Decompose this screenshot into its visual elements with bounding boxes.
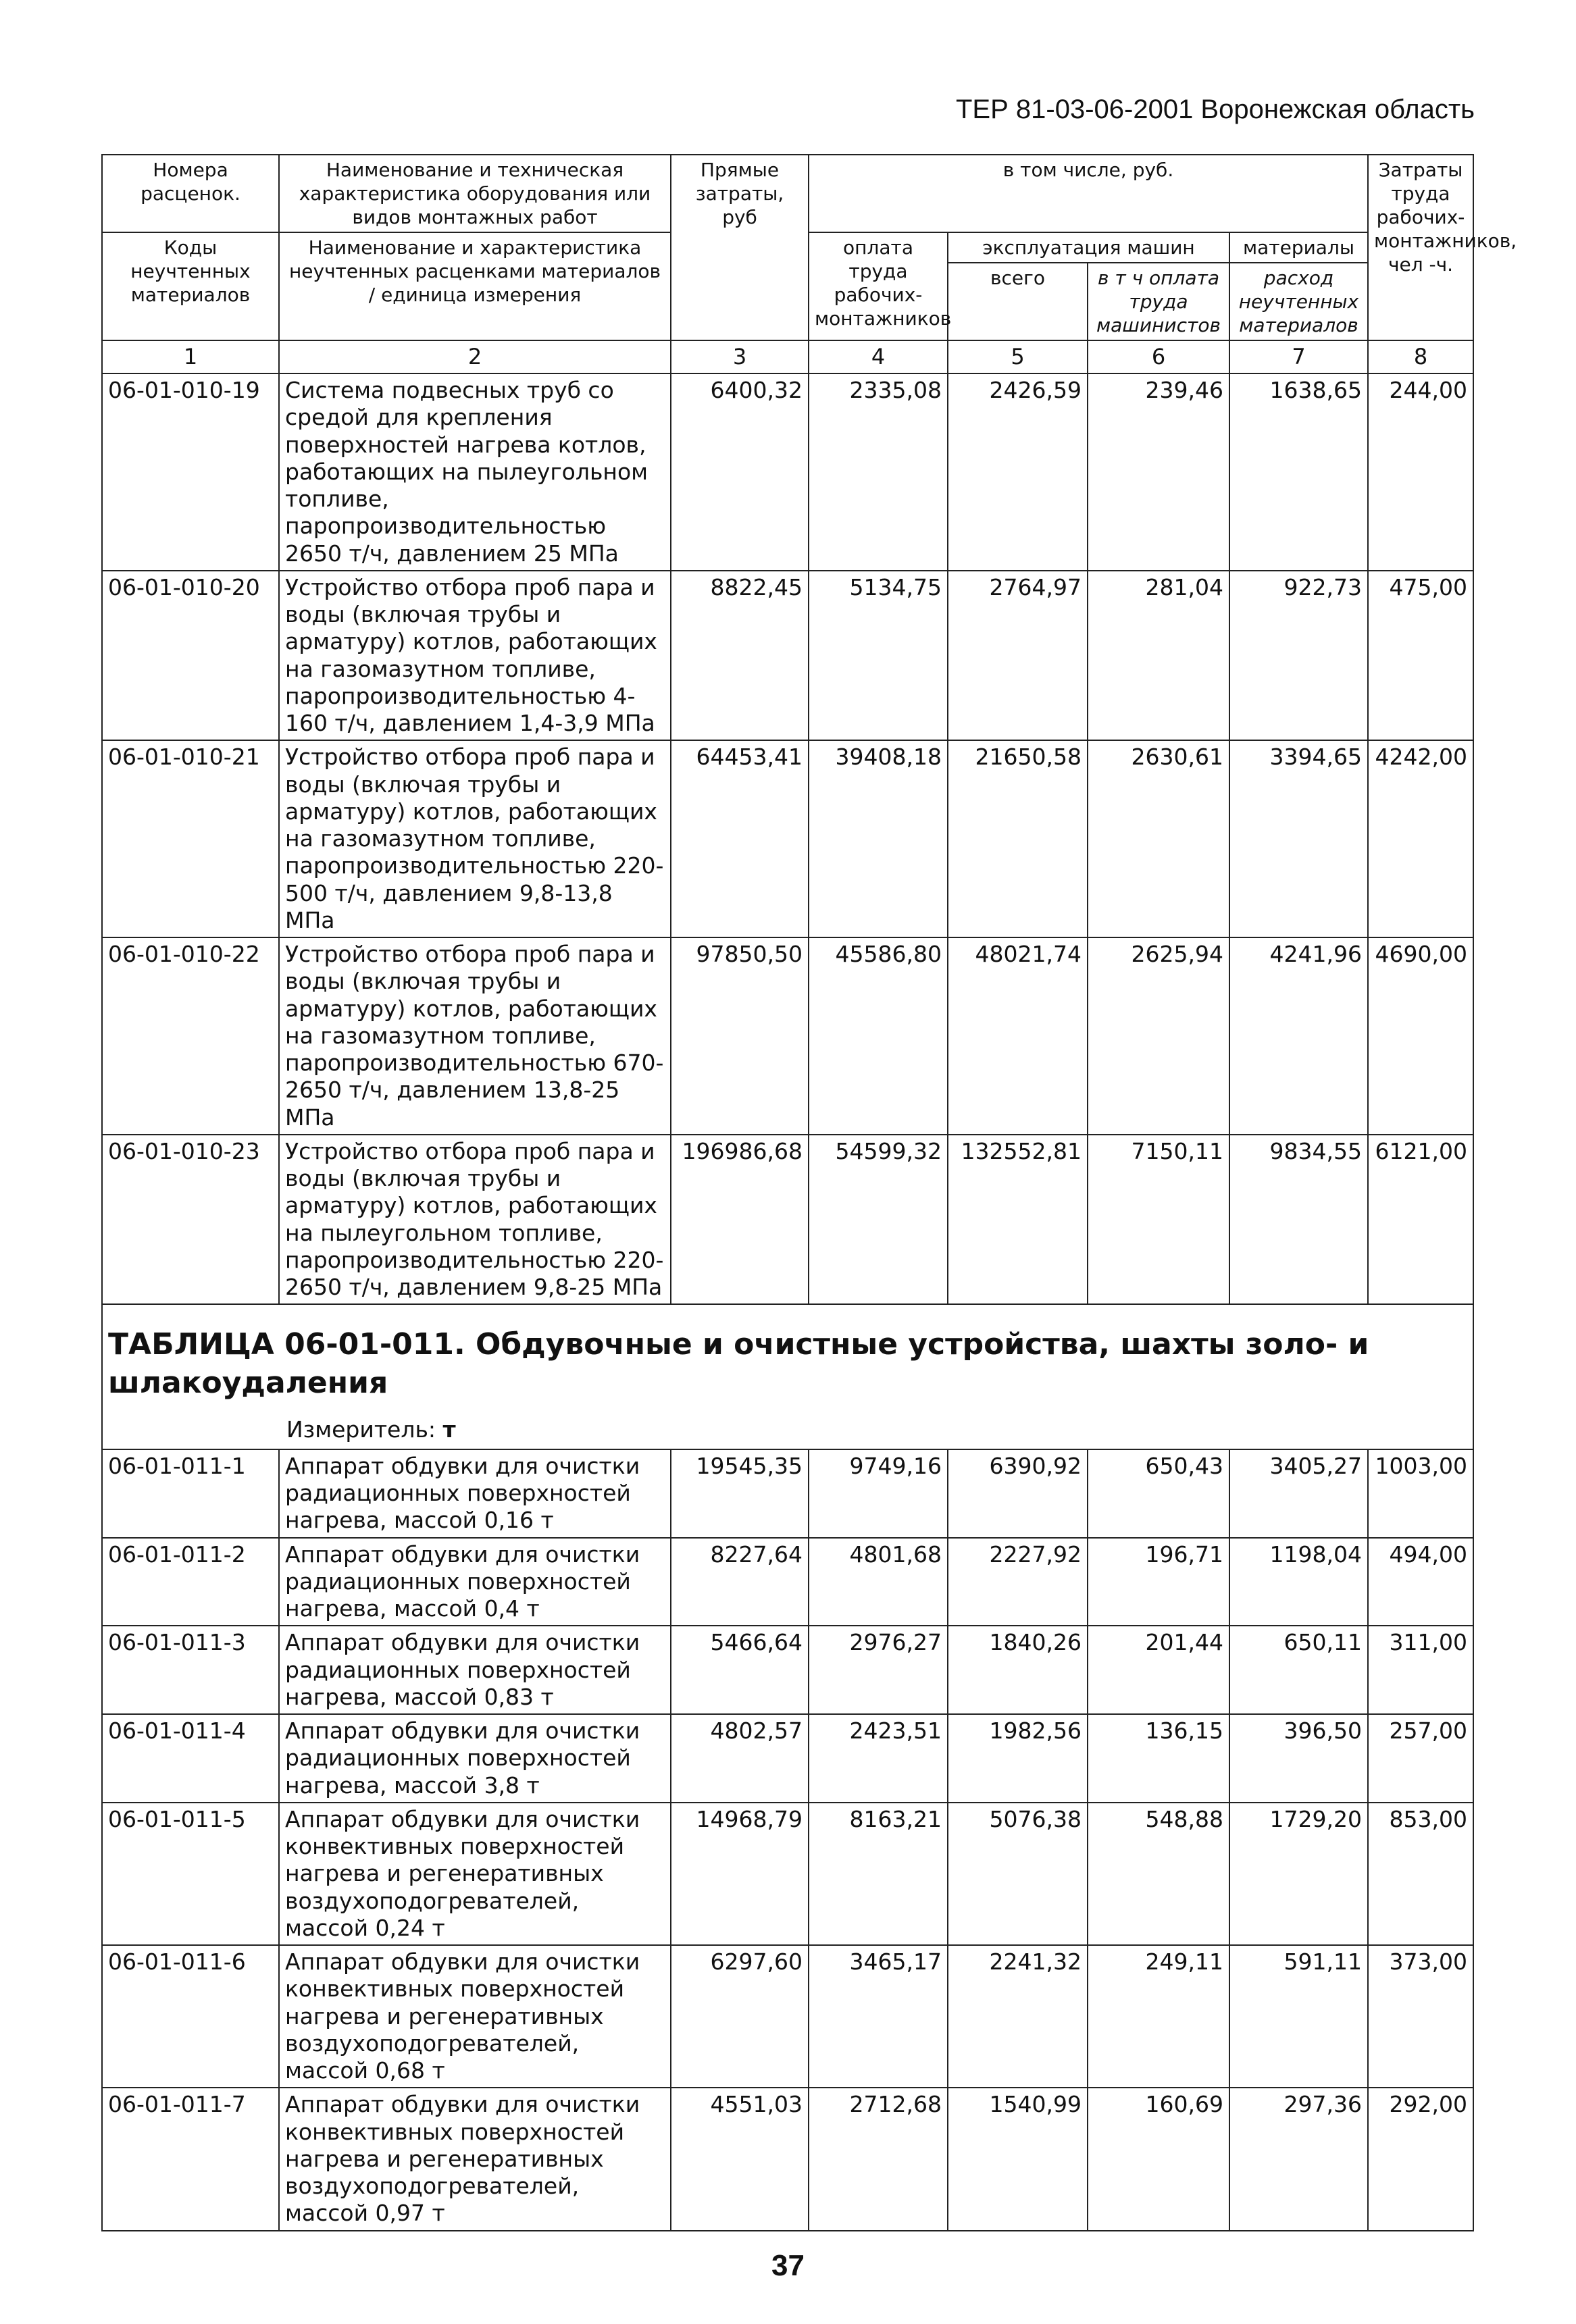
labor-hours: 6121,00: [1368, 1135, 1473, 1305]
machinist-pay: 249,11: [1088, 1945, 1229, 2088]
column-number: 5: [948, 340, 1088, 373]
table-row: [102, 1714, 1473, 1803]
header-materials: материалы: [1229, 232, 1368, 263]
machines-total: 132552,81: [948, 1135, 1088, 1305]
rate-description: Устройство отбора проб пара и воды (включая трубы и арматуру) котлов, работающих на газомазутном топливе, паропроизводительностью 220-500 т/ч, давлением 9,8-13,8 МПа: [279, 740, 671, 937]
worker-pay: 2712,68: [809, 2088, 948, 2230]
direct-costs: 8822,45: [671, 571, 809, 741]
labor-hours: 494,00: [1368, 1538, 1473, 1626]
table-row: [102, 1449, 1473, 1538]
direct-costs: 97850,50: [671, 937, 809, 1135]
machines-total: 1540,99: [948, 2088, 1088, 2230]
worker-pay: 9749,16: [809, 1449, 948, 1538]
rate-code: 06-01-010-23: [102, 1135, 279, 1305]
labor-hours: 4242,00: [1368, 740, 1473, 937]
machines-total: 1982,56: [948, 1714, 1088, 1803]
rate-description: Устройство отбора проб пара и воды (включая трубы и арматуру) котлов, работающих на газомазутном топливе, паропроизводительностью 670-2650 т/ч, давлением 13,8-25 МПа: [279, 937, 671, 1135]
machinist-pay: 2630,61: [1088, 740, 1229, 937]
rate-code: 06-01-010-22: [102, 937, 279, 1135]
direct-costs: 19545,35: [671, 1449, 809, 1538]
machines-total: 2241,32: [948, 1945, 1088, 2088]
direct-costs: 14968,79: [671, 1803, 809, 1945]
column-number: 2: [279, 340, 671, 373]
direct-costs: 4802,57: [671, 1714, 809, 1803]
materials-cost: 922,73: [1229, 571, 1368, 741]
materials-cost: 9834,55: [1229, 1135, 1368, 1305]
header-machines-total: всего: [948, 263, 1088, 340]
column-number: 8: [1368, 340, 1473, 373]
table-row: [102, 1803, 1473, 1945]
machines-total: 2764,97: [948, 571, 1088, 741]
machinist-pay: 136,15: [1088, 1714, 1229, 1803]
rate-description: Аппарат обдувки для очистки радиационных поверхностей нагрева, массой 0,4 т: [279, 1538, 671, 1626]
section-011: [102, 1304, 1473, 1449]
table-row: [102, 1945, 1473, 2088]
machines-total: 1840,26: [948, 1626, 1088, 1714]
rate-description: Система подвесных труб со средой для крепления поверхностей нагрева котлов, работающих на пылеугольном топливе, паропроизводительностью 2650 т/ч, давлением 25 МПа: [279, 373, 671, 571]
machines-total: 21650,58: [948, 740, 1088, 937]
rates-table: [101, 154, 1517, 2231]
header-machinist-pay: в т ч оплата труда машинистов: [1088, 263, 1229, 340]
table-row: [102, 740, 1473, 937]
materials-cost: 3394,65: [1229, 740, 1368, 937]
table-body-010: [102, 373, 1473, 1304]
worker-pay: 2335,08: [809, 373, 948, 571]
rate-description: Аппарат обдувки для очистки конвективных поверхностей нагрева и регенеративных воздухоподогревателей, массой 0,68 т: [279, 1945, 671, 2088]
table-row: [102, 571, 1473, 741]
rate-description: Устройство отбора проб пара и воды (включая трубы и арматуру) котлов, работающих на пылеугольном топливе, паропроизводительностью 220-2650 т/ч, давлением 9,8-25 МПа: [279, 1135, 671, 1305]
machines-total: 5076,38: [948, 1803, 1088, 1945]
rate-code: 06-01-011-4: [102, 1714, 279, 1803]
labor-hours: 4690,00: [1368, 937, 1473, 1135]
machinist-pay: 160,69: [1088, 2088, 1229, 2230]
column-number: 4: [809, 340, 948, 373]
worker-pay: 45586,80: [809, 937, 948, 1135]
column-number: 6: [1088, 340, 1229, 373]
machinist-pay: 201,44: [1088, 1626, 1229, 1714]
labor-hours: 373,00: [1368, 1945, 1473, 2088]
direct-costs: 6400,32: [671, 373, 809, 571]
direct-costs: 4551,03: [671, 2088, 809, 2230]
direct-costs: 64453,41: [671, 740, 809, 937]
machinist-pay: 239,46: [1088, 373, 1229, 571]
rate-code: 06-01-010-19: [102, 373, 279, 571]
table-row: [102, 1135, 1473, 1305]
worker-pay: 3465,17: [809, 1945, 948, 2088]
rate-code: 06-01-011-6: [102, 1945, 279, 2088]
rate-description: Аппарат обдувки для очистки конвективных поверхностей нагрева и регенеративных воздухоподогревателей, массой 0,97 т: [279, 2088, 671, 2230]
running-header: ТЕР 81-03-06-2001 Воронежская область: [955, 95, 1475, 124]
column-numbers-row: [102, 340, 1473, 373]
machines-total: 2227,92: [948, 1538, 1088, 1626]
worker-pay: 2976,27: [809, 1626, 948, 1714]
rate-code: 06-01-011-2: [102, 1538, 279, 1626]
worker-pay: 5134,75: [809, 571, 948, 741]
worker-pay: 2423,51: [809, 1714, 948, 1803]
rate-description: Аппарат обдувки для очистки конвективных поверхностей нагрева и регенеративных воздухоподогревателей, массой 0,24 т: [279, 1803, 671, 1945]
header-including: в том числе, руб.: [809, 155, 1368, 232]
column-number: 1: [102, 340, 279, 373]
machines-total: 48021,74: [948, 937, 1088, 1135]
rate-code: 06-01-010-21: [102, 740, 279, 937]
rate-code: 06-01-011-3: [102, 1626, 279, 1714]
worker-pay: 54599,32: [809, 1135, 948, 1305]
materials-cost: 4241,96: [1229, 937, 1368, 1135]
table-body-011: [102, 1449, 1473, 2231]
machines-total: 2426,59: [948, 373, 1088, 571]
materials-cost: 297,36: [1229, 2088, 1368, 2230]
rate-description: Аппарат обдувки для очистки радиационных поверхностей нагрева, массой 3,8 т: [279, 1714, 671, 1803]
worker-pay: 39408,18: [809, 740, 948, 937]
unit-value: т: [442, 1416, 456, 1443]
table-row: [102, 1538, 1473, 1626]
materials-cost: 1729,20: [1229, 1803, 1368, 1945]
labor-hours: 475,00: [1368, 571, 1473, 741]
rate-code: 06-01-011-1: [102, 1449, 279, 1538]
direct-costs: 8227,64: [671, 1538, 809, 1626]
materials-cost: 3405,27: [1229, 1449, 1368, 1538]
machinist-pay: 281,04: [1088, 571, 1229, 741]
header-worker-pay: оплата труда рабочих-монтажников: [809, 232, 948, 340]
unit-line: [108, 1416, 1467, 1443]
header-col2-top: Наименование и техническая характеристика оборудования или видов монтажных работ: [279, 155, 671, 232]
direct-costs: 5466,64: [671, 1626, 809, 1714]
materials-cost: 396,50: [1229, 1714, 1368, 1803]
rate-description: Аппарат обдувки для очистки радиационных поверхностей нагрева, массой 0,16 т: [279, 1449, 671, 1538]
header-col1-bottom: Коды неучтенных материалов: [102, 232, 279, 340]
materials-cost: 1638,65: [1229, 373, 1368, 571]
table-row: [102, 1626, 1473, 1714]
header-machines: эксплуатация машин: [948, 232, 1229, 263]
rate-code: 06-01-011-7: [102, 2088, 279, 2230]
rate-description: Аппарат обдувки для очистки радиационных поверхностей нагрева, массой 0,83 т: [279, 1626, 671, 1714]
column-number: 3: [671, 340, 809, 373]
header-col2-bottom: Наименование и характеристика неучтенных расценками материалов / единица измерения: [279, 232, 671, 340]
labor-hours: 244,00: [1368, 373, 1473, 571]
machines-total: 6390,92: [948, 1449, 1088, 1538]
worker-pay: 8163,21: [809, 1803, 948, 1945]
unit-label: Измеритель:: [286, 1416, 436, 1443]
machinist-pay: 650,43: [1088, 1449, 1229, 1538]
machinist-pay: 548,88: [1088, 1803, 1229, 1945]
table-row: [102, 937, 1473, 1135]
rate-code: 06-01-011-5: [102, 1803, 279, 1945]
rate-code: 06-01-010-20: [102, 571, 279, 741]
table-row: [102, 373, 1473, 571]
worker-pay: 4801,68: [809, 1538, 948, 1626]
materials-cost: 591,11: [1229, 1945, 1368, 2088]
column-number: 7: [1229, 340, 1368, 373]
header-unaccounted-materials: расход неучтенных материалов: [1229, 263, 1368, 340]
labor-hours: 853,00: [1368, 1803, 1473, 1945]
table-row: [102, 2088, 1473, 2230]
materials-cost: 1198,04: [1229, 1538, 1368, 1626]
header-direct-costs: Прямые затраты, руб: [671, 155, 809, 340]
section-title: ТАБЛИЦА 06-01-011. Обдувочные и очистные устройства, шахты золо- и шлакоудаления: [108, 1327, 1369, 1401]
direct-costs: 6297,60: [671, 1945, 809, 2088]
materials-cost: 650,11: [1229, 1626, 1368, 1714]
labor-hours: 257,00: [1368, 1714, 1473, 1803]
labor-hours: 1003,00: [1368, 1449, 1473, 1538]
machinist-pay: 7150,11: [1088, 1135, 1229, 1305]
header-labor-hours: Затраты труда рабочих-монтажников, чел -ч.: [1368, 155, 1473, 340]
labor-hours: 311,00: [1368, 1626, 1473, 1714]
rate-description: Устройство отбора проб пара и воды (включая трубы и арматуру) котлов, работающих на газомазутном топливе, паропроизводительностью 4-160 т/ч, давлением 1,4-3,9 МПа: [279, 571, 671, 741]
page-number: 37: [771, 2249, 805, 2282]
header-col1-top: Номера расценок.: [102, 155, 279, 232]
machinist-pay: 2625,94: [1088, 937, 1229, 1135]
direct-costs: 196986,68: [671, 1135, 809, 1305]
machinist-pay: 196,71: [1088, 1538, 1229, 1626]
labor-hours: 292,00: [1368, 2088, 1473, 2230]
